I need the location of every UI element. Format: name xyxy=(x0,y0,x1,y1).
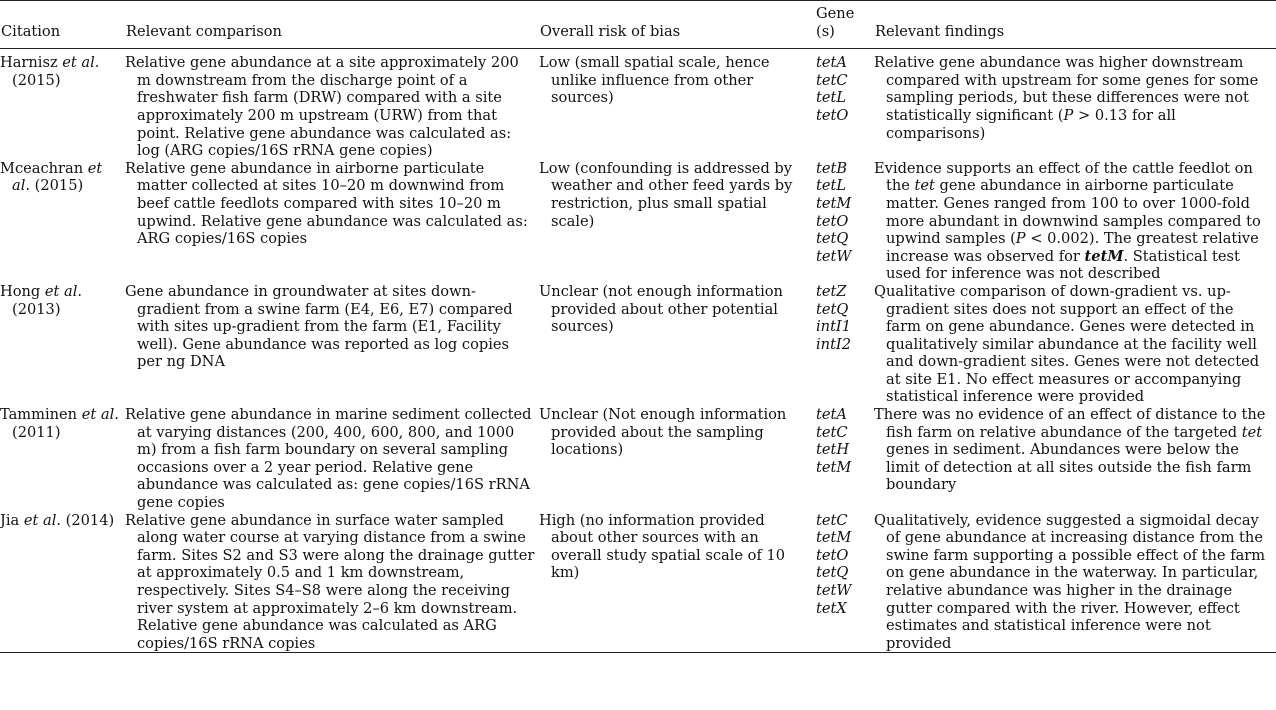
citation-cell: Mceachran et al. (2015) xyxy=(0,159,103,195)
comparison-cell: Relative gene abundance in surface water sampled along water course at varying distance from a swine farm. Sites S2 and S3 were along the drainage gutter at approximately 0.5 and 1 km downstream, respectively. Sites S4–S8 were along the receiving river system at approximately 2–6 km downstream. Relative gene abundance was calculated as ARG copies/16S rRNA copies xyxy=(125,511,535,652)
gene-item: tetA xyxy=(816,54,847,72)
bias-cell: Low (small spatial scale, hence unlike influence from other sources) xyxy=(539,54,770,107)
gene-item: tetC xyxy=(816,511,848,529)
bias-cell: Unclear (Not enough information provided about the sampling locations) xyxy=(539,406,787,459)
gene-item: tetM xyxy=(816,529,852,547)
gene-item: tetO xyxy=(816,106,849,124)
gene-item: tetL xyxy=(816,177,847,195)
gene-item: tetB xyxy=(816,159,848,177)
gene-item: tetM xyxy=(816,458,852,476)
gene-item: tetC xyxy=(816,71,848,89)
gene-item: tetA xyxy=(816,406,847,424)
header-findings: Relevant findings xyxy=(875,22,1005,40)
genes-cell xyxy=(815,283,874,406)
comparison-cell: Relative gene abundance in marine sediment collected at varying distances (200, 400, 600, 800, and 1000 m) from a fish farm boundary on several sampling occasions over a 2 year period. Relative gene abundance was calculated as: gene copies/16S rRNA gene copies xyxy=(125,406,532,512)
gene-item: intI1 xyxy=(816,318,851,336)
citation-cell: Jia et al. (2014) xyxy=(0,511,115,529)
genes-cell xyxy=(815,406,874,512)
genes-cell xyxy=(815,512,874,653)
table-row xyxy=(0,512,1276,653)
table-row xyxy=(0,160,1276,283)
gene-item: tetM xyxy=(816,194,852,212)
gene-item: tetO xyxy=(816,212,849,230)
table-row xyxy=(0,49,1276,160)
header-genes xyxy=(815,1,874,49)
header-bias: Overall risk of bias xyxy=(540,22,681,40)
comparison-cell: Relative gene abundance in airborne particulate matter collected at sites 10–20 m downwind from beef cattle feedlots compared with sites 10–20 m upwind. Relative gene abundance was calculated as: ARG copies/16S copies xyxy=(125,159,528,248)
gene-item: tetW xyxy=(816,582,852,599)
gene-item: tetC xyxy=(816,423,848,441)
findings-cell: There was no evidence of an effect of distance to the fish farm on relative abundance of the targeted tet genes in sediment. Abundances were below the limit of detection at all sites outside the fish farm boundary xyxy=(874,406,1266,494)
comparison-cell: Gene abundance in groundwater at sites down-gradient from a swine farm (E4, E6, E7) compared with sites up-gradient from the farm (E1, Facility well). Gene abundance was reported as log copies per ng DNA xyxy=(125,282,513,371)
gene-item: tetO xyxy=(816,546,849,564)
gene-item: tetQ xyxy=(816,230,849,248)
header-genes-line1: Gene xyxy=(816,5,855,22)
header-citation: Citation xyxy=(1,22,61,40)
findings-cell: Evidence supports an effect of the cattle feedlot on the tet gene abundance in airborne particulate matter. Genes ranged from 100 to over 1000-fold more abundant in downwind samples compared to upwind samples (P < 0.002). The greatest relative increase was observed for tetM. Statistical test used for inference was not described xyxy=(874,159,1261,283)
findings-cell: Qualitatively, evidence suggested a sigmoidal decay of gene abundance at increasing distance from the swine farm supporting a possible effect of the farm on gene abundance in the waterway. In particular, relative abundance was higher in the drainage gutter compared with the river. However, effect estimates and statistical inference were not provided xyxy=(874,511,1266,652)
bias-cell: High (no information provided about other sources with an overall study spatial scale of 10 km) xyxy=(539,511,786,582)
gene-item: tetX xyxy=(816,599,847,617)
citation-cell: Hong et al. (2013) xyxy=(0,282,83,318)
header-genes-line2: (s) xyxy=(816,22,835,40)
header-row xyxy=(0,1,1276,49)
gene-item: tetL xyxy=(816,89,847,107)
citation-cell: Tamminen et al. (2011) xyxy=(0,406,119,441)
genes-cell xyxy=(815,49,874,160)
gene-item: tetZ xyxy=(816,282,847,300)
bias-cell: Low (confounding is addressed by weather and other feed yards by restriction, plus small spatial scale) xyxy=(539,159,793,230)
genes-cell xyxy=(815,160,874,283)
gene-item: tetW xyxy=(816,247,852,265)
citation-cell: Harnisz et al. (2015) xyxy=(0,54,100,89)
table-row xyxy=(0,406,1276,512)
comparison-cell: Relative gene abundance at a site approximately 200 m downstream from the discharge point of a freshwater fish farm (DRW) compared with a site approximately 200 m upstream (URW) from that point. Relative gene abundance was calculated as: log (ARG copies/16S rRNA gene copies) xyxy=(125,54,519,160)
gene-item: tetH xyxy=(816,441,850,459)
table-row xyxy=(0,283,1276,406)
gene-item: tetQ xyxy=(816,564,849,582)
gene-item: intI2 xyxy=(816,335,851,353)
gene-item: tetQ xyxy=(816,300,849,318)
findings-cell: Qualitative comparison of down-gradient vs. up-gradient sites does not support an effect of the farm on gene abundance. Genes were detected in qualitatively similar abundance at the facility well and down-gradient sites. Genes were not detected at site E1. No effect measures or accompanying statistical inference were provided xyxy=(874,282,1260,406)
findings-cell: Relative gene abundance was higher downstream compared with upstream for some genes for some sampling periods, but these differences were not statistically significant (P > 0.13 for all comparisons) xyxy=(874,54,1259,142)
header-comparison: Relevant comparison xyxy=(126,22,282,40)
bias-cell: Unclear (not enough information provided about other potential sources) xyxy=(539,282,783,336)
